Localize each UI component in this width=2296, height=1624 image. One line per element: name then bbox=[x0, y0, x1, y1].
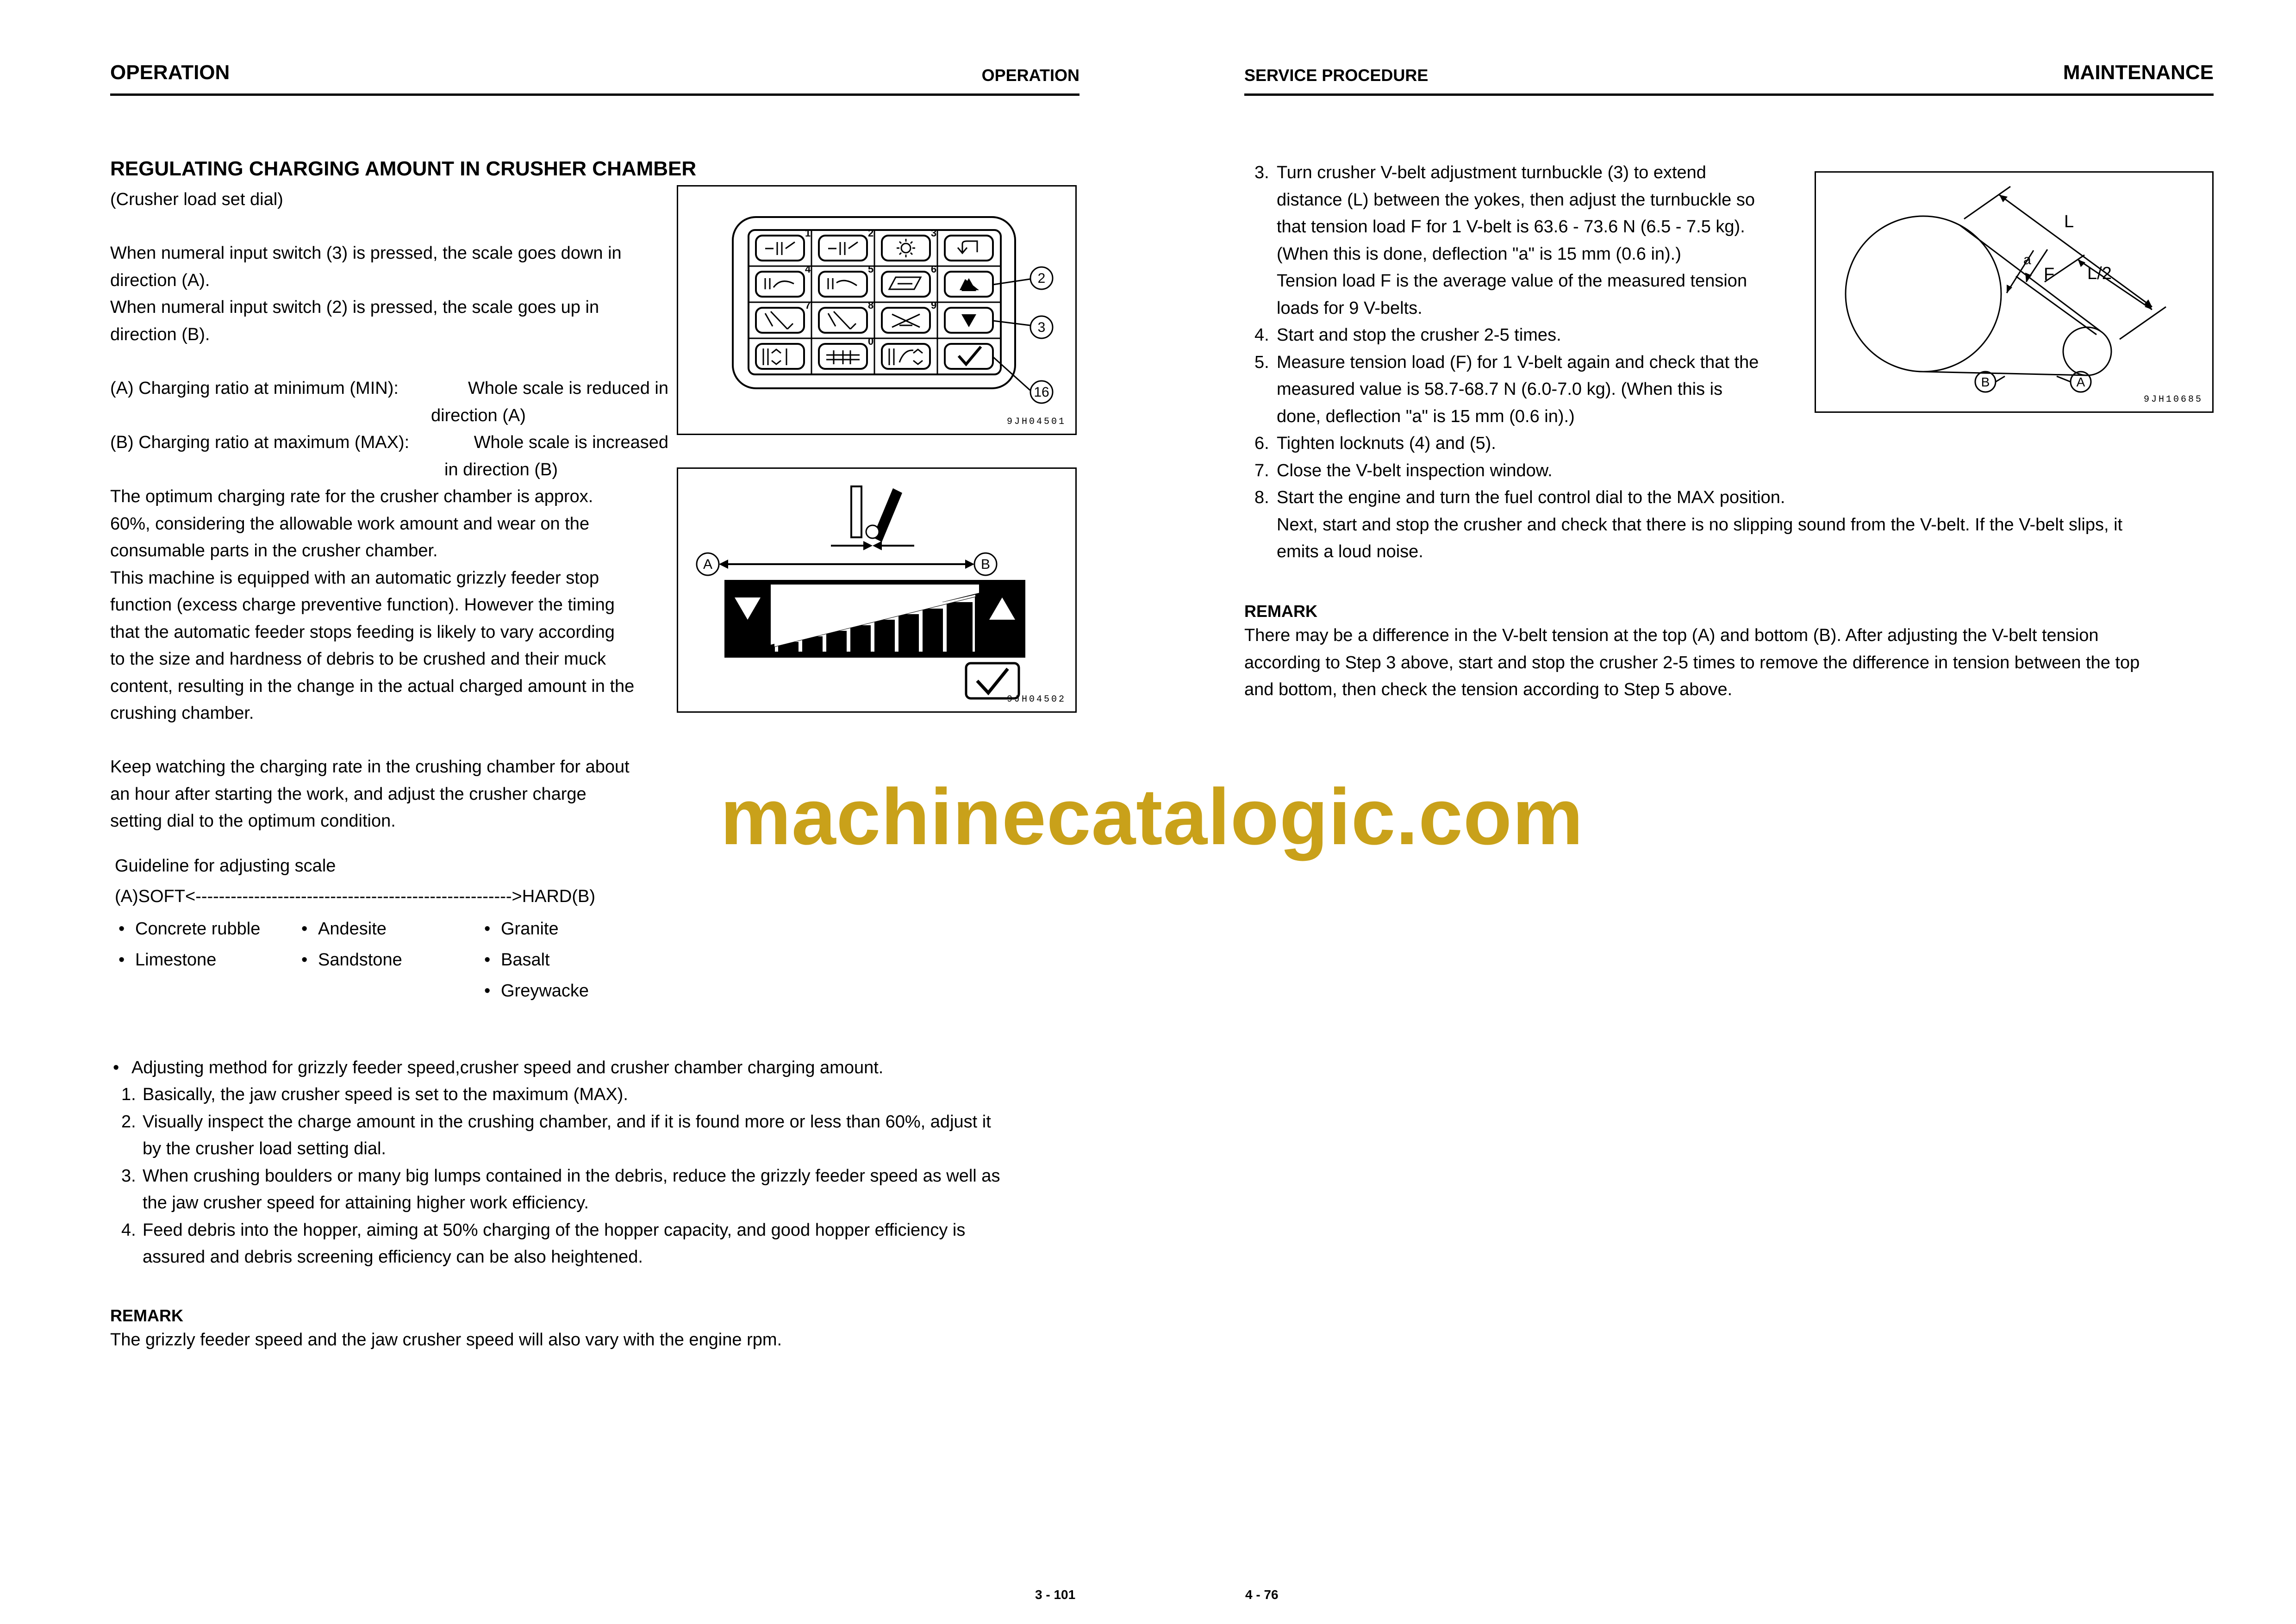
label-A: A bbox=[2076, 375, 2085, 389]
def-a-text-cont: direction (A) bbox=[431, 405, 526, 425]
label-a: a bbox=[2023, 252, 2031, 268]
text-line: When numeral input switch (3) is pressed, the scale goes down in bbox=[110, 243, 622, 263]
keypad-illustration bbox=[678, 187, 1075, 434]
vbelt-illustration bbox=[1816, 173, 2212, 411]
key-number: 7 bbox=[805, 299, 811, 311]
rock-item: • Concrete rubble bbox=[119, 919, 261, 939]
step-item: 1. Basically, the jaw crusher speed is set to the maximum (MAX). bbox=[121, 1085, 628, 1104]
charging-definitions bbox=[110, 375, 668, 483]
section-title: REGULATING CHARGING AMOUNT IN CRUSHER CHAMBER bbox=[110, 157, 697, 180]
optimum-rate-text bbox=[110, 483, 668, 727]
text-line: to the size and hardness of debris to be crushed and their muck bbox=[110, 649, 606, 669]
figure-vbelt-tension bbox=[1815, 171, 2214, 413]
text-line: setting dial to the optimum condition. bbox=[110, 811, 396, 831]
text-line: direction (B). bbox=[110, 324, 210, 344]
charge-scale-illustration bbox=[678, 469, 1075, 711]
figure-id: 9JH04502 bbox=[1006, 694, 1066, 705]
scale-label-a: A bbox=[703, 557, 713, 572]
key-number: 3 bbox=[931, 227, 937, 239]
figure-id: 9JH10685 bbox=[2143, 394, 2203, 405]
text-line: according to Step 3 above, start and stop the crusher 2-5 times to remove the difference in tension between the top bbox=[1244, 653, 2140, 672]
text-line: Keep watching the charging rate in the crushing chamber for about bbox=[110, 757, 630, 777]
rock-item: • Granite bbox=[484, 919, 559, 939]
text-line: When numeral input switch (2) is pressed, the scale goes up in bbox=[110, 298, 599, 317]
text-line: This machine is equipped with an automatic grizzly feeder stop bbox=[110, 568, 599, 588]
text-line: an hour after starting the work, and adjust the crusher charge bbox=[110, 784, 586, 804]
def-a-label: (A) Charging ratio at minimum (MIN): bbox=[110, 379, 399, 398]
rock-item: • Limestone bbox=[119, 950, 217, 970]
text-line: There may be a difference in the V-belt tension at the top (A) and bottom (B). After adjusting the V-belt tension bbox=[1244, 626, 2099, 645]
text-line: crushing chamber. bbox=[110, 703, 254, 723]
left-page-number: 3 - 101 bbox=[1035, 1587, 1076, 1602]
step-item: 7. Close the V-belt inspection window. bbox=[1254, 460, 1553, 480]
right-header-chapter: MAINTENANCE bbox=[2063, 61, 2214, 84]
rock-item: • Basalt bbox=[484, 950, 550, 970]
callout-2: 2 bbox=[1037, 271, 1046, 286]
scale-direction-text bbox=[110, 240, 668, 348]
right-header-section: SERVICE PROCEDURE bbox=[1244, 66, 1429, 85]
rock-item: • Greywacke bbox=[484, 981, 589, 1001]
figure-id: 9JH04501 bbox=[1006, 417, 1066, 427]
right-remark-text bbox=[1244, 622, 2214, 703]
guideline-scale: (A)SOFT<------------------------------------------------------>HARD(B) bbox=[115, 887, 596, 906]
right-remark-title: REMARK bbox=[1244, 602, 1317, 621]
key-number: 9 bbox=[931, 299, 937, 311]
def-b-text: Whole scale is increased bbox=[474, 433, 668, 452]
text-line: 60%, considering the allowable work amount and wear on the bbox=[110, 514, 590, 534]
key-number: 2 bbox=[868, 227, 874, 239]
watch-rate-text bbox=[110, 753, 668, 835]
rock-item: • Andesite bbox=[301, 919, 387, 939]
text-line: that the automatic feeder stops feeding is likely to vary according bbox=[110, 622, 615, 642]
text-line: content, resulting in the change in the actual charged amount in the bbox=[110, 676, 635, 696]
key-number: 8 bbox=[868, 299, 874, 311]
right-page-number: 4 - 76 bbox=[1245, 1587, 1279, 1602]
guideline-title: Guideline for adjusting scale bbox=[115, 856, 336, 876]
text-line: and bottom, then check the tension according to Step 5 above. bbox=[1244, 680, 1733, 699]
step-item: 4. Start and stop the crusher 2-5 times. bbox=[1254, 325, 1561, 345]
def-a-text: Whole scale is reduced in bbox=[468, 379, 668, 398]
step-item: 2. Visually inspect the charge amount in the crushing chamber, and if it is found more or less than 60%, adjust it by the crusher load setting dial. bbox=[121, 1112, 991, 1158]
def-b-label: (B) Charging ratio at maximum (MAX): bbox=[110, 433, 410, 452]
callout-16: 16 bbox=[1034, 385, 1049, 400]
label-L2: L/2 bbox=[2087, 264, 2112, 283]
section-subtitle: (Crusher load set dial) bbox=[110, 190, 283, 209]
key-number: 0 bbox=[868, 336, 874, 347]
step-item: 6. Tighten locknuts (4) and (5). bbox=[1254, 434, 1496, 453]
rock-hardness-table bbox=[119, 914, 667, 1007]
step-item: 3. Turn crusher V-belt adjustment turnbuckle (3) to extend distance (L) between the yokes, then adjust the turnbuckle so that tension load F for 1 V-belt is 63.6 - 73.6 N (6.5 - 7.5 kg). (When this is done, deflection "a" is 15 mm (0.6 in).) Tension load F is the average value of the measured tension loads for 9 V-belts. bbox=[1254, 163, 1755, 318]
left-remark-title: REMARK bbox=[110, 1306, 183, 1325]
key-number: 6 bbox=[931, 263, 937, 275]
adjust-method-intro: • Adjusting method for grizzly feeder speed,crusher speed and crusher chamber charging amount. bbox=[113, 1058, 884, 1077]
key-number: 4 bbox=[805, 263, 811, 275]
text-line: The optimum charging rate for the crusher chamber is approx. bbox=[110, 487, 593, 506]
figure-charge-scale bbox=[677, 467, 1077, 713]
label-L: L bbox=[2064, 212, 2074, 231]
callout-3: 3 bbox=[1037, 320, 1046, 335]
key-number: 5 bbox=[868, 263, 874, 275]
left-header-rule bbox=[110, 93, 1079, 96]
rock-item: • Sandstone bbox=[301, 950, 402, 970]
scale-label-b: B bbox=[980, 557, 991, 572]
label-B: B bbox=[1981, 375, 1990, 389]
key-number: 1 bbox=[805, 227, 811, 239]
label-F: F bbox=[2044, 265, 2055, 284]
text-line: consumable parts in the crusher chamber. bbox=[110, 541, 438, 560]
adjust-steps bbox=[121, 1081, 1079, 1271]
right-header-rule bbox=[1244, 93, 2214, 96]
step-item: 5. Measure tension load (F) for 1 V-belt again and check that the measured value is 58.7-68.7 N (6.0-7.0 kg). (When this is done, deflection "a" is 15 mm (0.6 in).) bbox=[1254, 352, 1759, 426]
step-item: 4. Feed debris into the hopper, aiming at 50% charging of the hopper capacity, and good hopper efficiency is assured and debris screening efficiency can be also heightened. bbox=[121, 1220, 966, 1267]
step-item: 3. When crushing boulders or many big lumps contained in the debris, reduce the grizzly feeder speed as well as the jaw crusher speed for attaining higher work efficiency. bbox=[121, 1166, 1000, 1213]
text-line: direction (A). bbox=[110, 270, 210, 290]
left-remark-text: The grizzly feeder speed and the jaw crusher speed will also vary with the engine rpm. bbox=[110, 1330, 782, 1350]
step-item: 8. Start the engine and turn the fuel control dial to the MAX position. Next, start and stop the crusher and check that there is no slipping sound from the V-belt. If the V-belt slips, it emits a loud noise. bbox=[1254, 488, 2123, 561]
left-header-chapter: OPERATION bbox=[981, 66, 1079, 85]
text-line: function (excess charge preventive function). However the timing bbox=[110, 595, 615, 615]
left-header-section: OPERATION bbox=[110, 61, 230, 84]
watermark-logo: machinecatalogic.com bbox=[720, 772, 1584, 861]
figure-keypad bbox=[677, 185, 1077, 435]
def-b-text-cont: in direction (B) bbox=[444, 460, 558, 479]
